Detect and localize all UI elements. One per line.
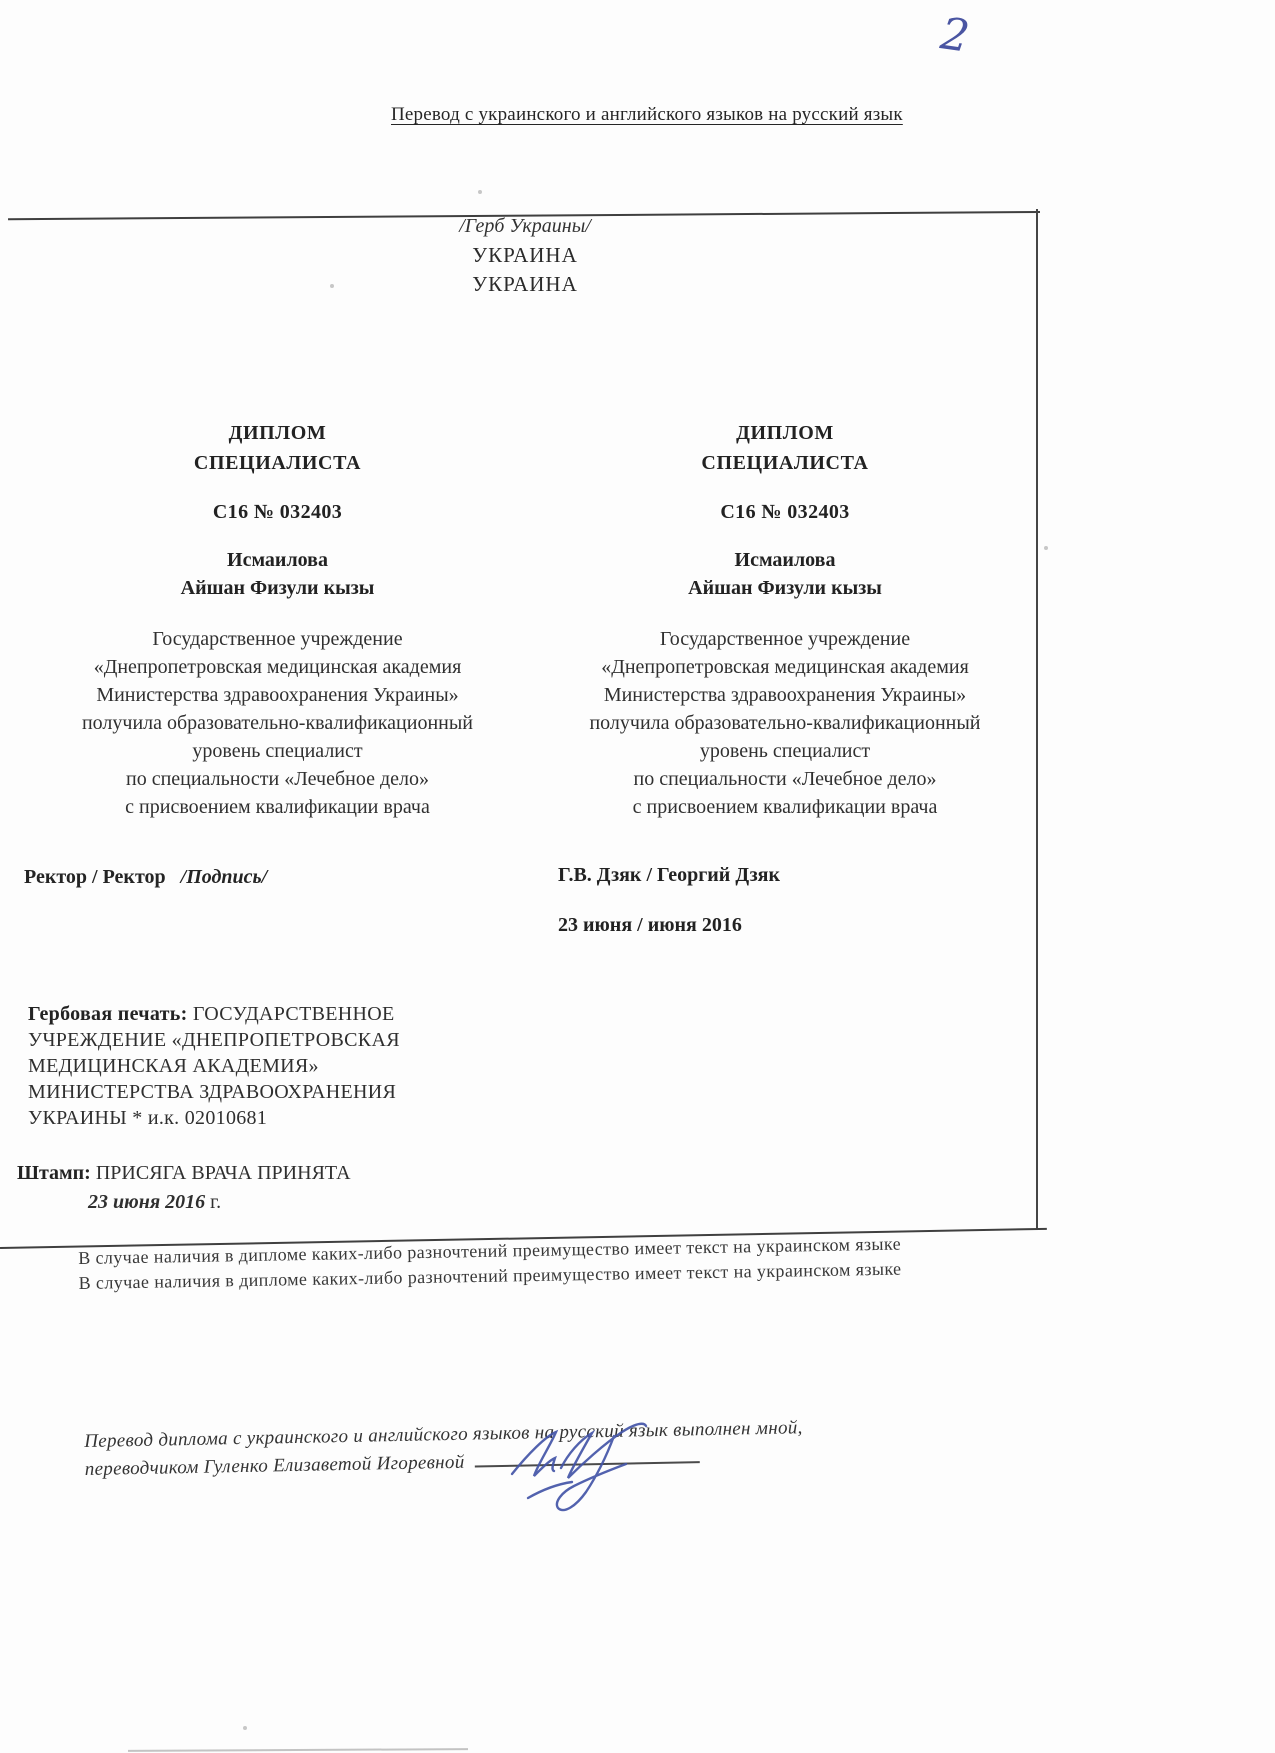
seal-text: ГОСУДАРСТВЕННОЕ (192, 1003, 395, 1025)
seal-line: МИНИСТЕРСТВА ЗДРАВООХРАНЕНИЯ (28, 1081, 397, 1103)
body-line: Государственное учреждение (152, 628, 403, 650)
disclaimer-line: В случае наличия в дипломе каких-либо разночтений преимущество имеет текст на украинском языке (78, 1258, 902, 1293)
diploma-title-line1: ДИПЛОМ (228, 422, 327, 444)
handwritten-page-number: 2 (937, 8, 973, 63)
body-line: получила образовательно-квалификационный (589, 712, 981, 734)
rector-label: Ректор / Ректор (24, 866, 166, 888)
body-line: Министерства здравоохранения Украины» (603, 684, 967, 706)
scan-speck (1044, 546, 1048, 550)
seal-line: МЕДИЦИНСКАЯ АКАДЕМИЯ» (28, 1055, 319, 1077)
holder-surname: Исмаилова (734, 549, 836, 571)
coat-of-arms-note: /Герб Украины/ (459, 215, 591, 237)
stamp-date: 23 июня 2016 (88, 1191, 206, 1213)
body-line: уровень специалист (192, 740, 363, 762)
rector-name-line: Г.В. Дзяк / Георгий Дзяк (558, 864, 780, 886)
holder-given-names: Айшан Физули кызы (688, 577, 882, 599)
diploma-body-text (545, 625, 1025, 821)
stamp-text: ПРИСЯГА ВРАЧА ПРИНЯТА (95, 1162, 351, 1184)
seal-line (28, 1001, 508, 1027)
seal-label: Гербовая печать: (28, 1003, 188, 1025)
body-line: получила образовательно-квалификационный (81, 712, 474, 734)
translator-note-line1: Перевод диплома с украинского и английского языков на русский язык выполнен мной, (84, 1417, 803, 1452)
diploma-box-border-right (1036, 209, 1038, 1230)
seal-line: УКРАИНЫ * и.к. 02010681 (28, 1107, 268, 1129)
rector-signature-line (24, 866, 267, 889)
diploma-holder-name (545, 546, 1025, 602)
body-line: Государственное учреждение (659, 628, 911, 650)
country-name-line2: УКРАИНА (472, 272, 578, 296)
diploma-serial-number: С16 № 032403 (212, 501, 343, 523)
body-line: «Днепропетровская медицинская академия (93, 656, 462, 678)
diploma-holder-name (30, 546, 525, 602)
diploma-title-line1: ДИПЛОМ (736, 422, 834, 444)
signature-placeholder-note: /Подпись/ (180, 866, 268, 888)
stamp-date-suffix: г. (210, 1191, 222, 1213)
diploma-title-line2: СПЕЦИАЛИСТА (701, 452, 869, 474)
holder-given-names: Айшан Физули кызы (180, 577, 375, 599)
disclaimer-line: В случае наличия в дипломе каких-либо разночтений преимущество имеет текст на украинском языке (78, 1233, 902, 1268)
stamp-description (17, 1162, 351, 1185)
translator-certification (84, 1414, 803, 1484)
body-line: с присвоением квалификации врача (125, 796, 430, 818)
body-line: по специальности «Лечебное дело» (125, 768, 430, 790)
diploma-column-right (545, 418, 1025, 821)
official-seal-description (28, 1001, 508, 1131)
body-line: по специальности «Лечебное дело» (633, 768, 937, 790)
diploma-body-text (30, 625, 525, 821)
stamp-label: Штамп: (17, 1162, 91, 1184)
country-name-line1: УКРАИНА (472, 243, 578, 267)
precedence-disclaimer (78, 1229, 1059, 1296)
translator-signature (498, 1402, 688, 1522)
body-line: «Днепропетровская медицинская академия (601, 656, 969, 678)
scan-speck (243, 1726, 247, 1730)
translation-direction-header: Перевод с украинского и английского языков на русский язык (391, 104, 903, 125)
stamp-date-line (88, 1191, 221, 1214)
scan-edge-line (128, 1748, 468, 1752)
body-line: Министерства здравоохранения Украины» (96, 684, 459, 706)
diploma-date-line: 23 июня / июня 2016 (558, 914, 742, 936)
diploma-title-line2: СПЕЦИАЛИСТА (193, 452, 362, 474)
holder-surname: Исмаилова (227, 549, 328, 571)
body-line: уровень специалист (699, 740, 871, 762)
scan-speck (478, 190, 482, 194)
seal-line: УЧРЕЖДЕНИЕ «ДНЕПРОПЕТРОВСКАЯ (28, 1029, 400, 1051)
diploma-column-left (30, 418, 525, 821)
translator-note-line2: переводчиком Гуленко Елизаветой Игоревной (85, 1442, 804, 1484)
diploma-serial-number: С16 № 032403 (720, 501, 850, 523)
scan-speck (330, 284, 334, 288)
coat-of-arms-block (340, 212, 710, 299)
body-line: с присвоением квалификации врача (632, 796, 938, 818)
